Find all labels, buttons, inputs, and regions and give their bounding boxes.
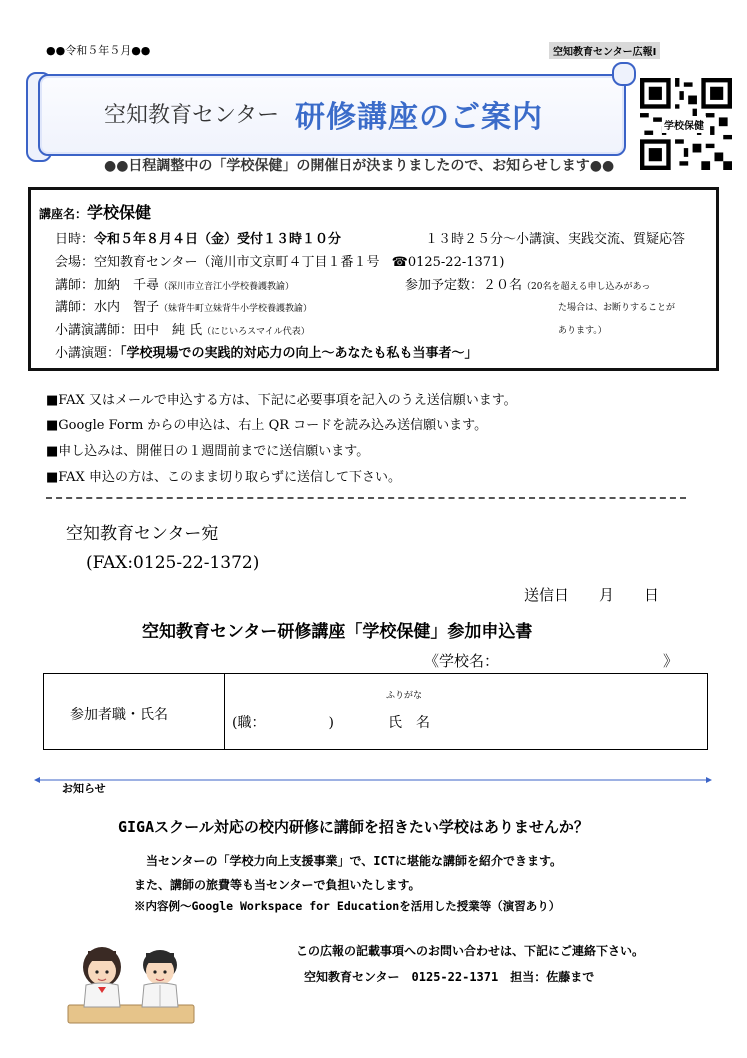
announcement-line-1: 当センターの「学校力向上支援事業」で、ICTに堪能な講師を紹介できます。	[146, 854, 562, 868]
announcement-line-3: ※内容例～Google Workspace for Educationを活用した授業等（演習あり）	[134, 899, 561, 913]
capacity: 参加予定数：２０名	[405, 278, 523, 293]
datetime: 令和５年８月４日（金）受付１３時１０分	[94, 232, 342, 247]
announcement-line-2: また、講師の旅費等も当センターで負担いたします。	[134, 878, 421, 892]
capacity-note-2: た場合は、お断りすることが	[558, 303, 676, 313]
furigana-label: ふりがな	[386, 691, 423, 701]
participant-label: 参加者職・氏名	[70, 707, 168, 723]
page-title: 研修講座のご案内	[295, 100, 543, 135]
school-name-field[interactable]	[424, 650, 678, 671]
lecturer2-label: 講師：	[55, 300, 95, 315]
title-org: 空知教育センター	[104, 103, 280, 128]
schedule: １３時２５分～小講演、実践交流、質疑応答	[425, 232, 686, 247]
school-name-close: 》	[663, 652, 679, 670]
phone: ☎0125-22-1371)	[391, 255, 505, 270]
school-name-open: 《学校名：	[424, 652, 500, 670]
topic-label: 小講演題：	[55, 346, 121, 361]
addressee: 空知教育センター宛	[66, 524, 219, 544]
subtitle: ●●日程調整中の「学校保健」の開催日が決まりましたので、お知らせします●●	[104, 158, 615, 174]
notice-google-form: ■Google Form からの申込は、右上 QR コードを読み込み送信願います。	[46, 418, 488, 433]
speaker-label: 小講演講師：	[55, 323, 134, 338]
lecturer2-affiliation: （妹背牛町立妹背牛小学校養護教諭）	[159, 304, 313, 314]
lecturer1-affiliation: （深川市立音江小学校養護教諭）	[159, 282, 295, 292]
contact-line-2: 空知教育センター 0125-22-1371 担当：佐藤まで	[304, 970, 595, 984]
participant-label-cell	[44, 674, 225, 749]
form-title: 空知教育センター研修講座「学校保健」参加申込書	[142, 622, 533, 642]
send-date-field[interactable]: 送信日 月 日	[524, 586, 660, 604]
capacity-note-1: （20名を超える申し込みがあっ	[522, 282, 651, 292]
topic: 「学校現場での実践的対応力の向上～あなたも私も当事者～」	[120, 346, 478, 361]
capacity-note-3: あります。）	[558, 326, 607, 336]
lecturer2-name: 水内 智子	[94, 300, 160, 315]
participant-table	[43, 673, 708, 750]
datetime-label: 日時：	[55, 232, 95, 247]
issue-label: 空知教育センター広報Ⅰ	[549, 42, 660, 59]
position-field[interactable]: (職： )	[232, 715, 334, 731]
cut-line	[46, 497, 686, 499]
venue: 空知教育センター（滝川市文京町４丁目１番１号	[94, 255, 380, 270]
course-info-box	[28, 187, 719, 371]
name-field[interactable]: 氏 名	[388, 715, 430, 731]
announcement-headline: GIGAスクール対応の校内研修に講師を招きたい学校はありませんか？	[118, 818, 589, 836]
divider-arrow	[34, 776, 712, 784]
course-name-label: 講座名：	[39, 207, 88, 221]
banner-scroll-right	[612, 62, 636, 86]
lecturer1-name: 加納 千尋	[94, 278, 160, 293]
speaker-name: 田中 純 氏	[133, 323, 203, 338]
announcement-label: お知らせ	[62, 782, 106, 795]
fax-number: (FAX:0125-22-1372)	[86, 553, 260, 573]
speaker-affiliation: （にじいろスマイル代表）	[202, 327, 310, 337]
notice-fax-email: ■FAX 又はメールで申込する方は、下記に必要事項を記入のうえ送信願います。	[46, 393, 517, 408]
students-illustration-icon	[66, 935, 196, 1025]
qr-label: 学校保健	[662, 116, 706, 133]
notice-fax-cut: ■FAX 申込の方は、このまま切り取らずに送信して下さい。	[46, 470, 401, 485]
issue-date: ●●令和５年５月●●	[46, 44, 151, 57]
course-name: 学校保健	[87, 203, 152, 222]
venue-label: 会場：	[55, 255, 95, 270]
contact-line-1: この広報の記載事項へのお問い合わせは、下記にご連絡下さい。	[296, 944, 645, 958]
lecturer1-label: 講師：	[55, 278, 95, 293]
notice-deadline: ■申し込みは、開催日の１週間前までに送信願います。	[46, 444, 370, 459]
